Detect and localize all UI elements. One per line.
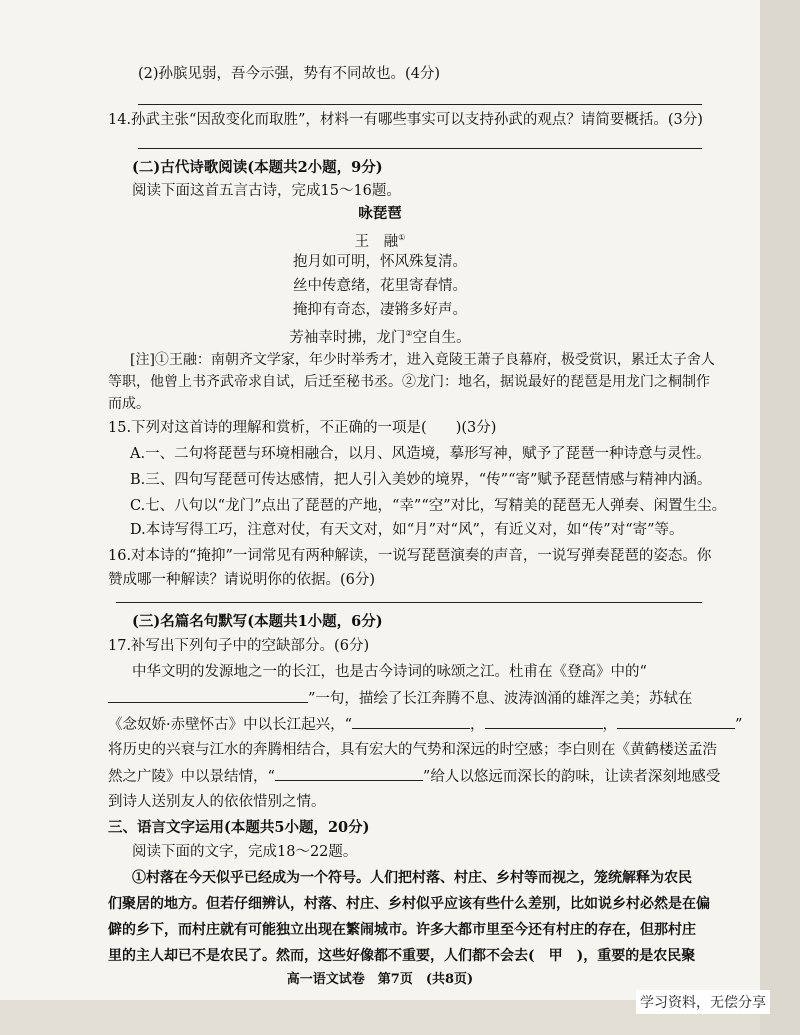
section-2-title: (二)古代诗歌阅读(本题共2小题，9分)	[132, 159, 383, 176]
poem-title: 咏琵琶	[358, 205, 402, 222]
watermark-text: 学习资料，无偿分享	[636, 990, 770, 1014]
page-edge	[760, 0, 800, 1035]
blank-1[interactable]	[108, 688, 308, 703]
blank-3[interactable]	[485, 714, 603, 729]
question-15: 15.下列对这首诗的理解和赏析，不正确的一项是( )(3分)	[108, 420, 497, 436]
option-a: A.一、二句将琵琶与环境相融合，以月、风造境，摹形写神，赋予了琵琶一种诗意与灵性。	[130, 446, 711, 462]
q17-line-2: ”一句，描绘了长江奔腾不息、波涛汹涌的雄浑之美；苏轼在	[108, 688, 692, 709]
option-c: C.七、八句以“龙门”点出了琵琶的产地，“幸”“空”对比，写精美的琵琶无人弹奏、闲置生尘。	[130, 498, 727, 514]
passage-line-2: 们聚居的地方。但若仔细辨认，村落、村庄、乡村似乎应该有些什么差别，比如说乡村必然是在偏	[108, 896, 710, 912]
blank-2[interactable]	[352, 714, 470, 729]
poem-line-3: 掩抑有奇态，凄锵多好声。	[293, 302, 467, 318]
part-3-intro: 阅读下面的文字，完成18～22题。	[132, 844, 358, 860]
q17-line-4: 将历史的兴衰与江水的奔腾相结合，具有宏大的气势和深远的时空感；李白则在《黄鹤楼送孟浩	[108, 742, 717, 758]
poem-line-1: 抱月如可明，怀风殊复清。	[293, 254, 467, 270]
poem-author: 王 融①	[354, 233, 406, 250]
section-2-intro: 阅读下面这首五言古诗，完成15～16题。	[132, 183, 401, 199]
part-3-title: 三、语言文字运用(本题共5小题，20分)	[108, 819, 370, 836]
answer-line-16	[116, 602, 702, 603]
q17-line-1: 中华文明的发源地之一的长江，也是古今诗词的咏颂之江。杜甫在《登高》中的“	[132, 664, 647, 680]
blank-4[interactable]	[617, 714, 735, 729]
answer-line-13-2	[138, 104, 702, 105]
q17-line-5: 然之广陵》中以景结情，“ ”给人以悠远而深长的韵味，让读者深刻地感受	[108, 766, 720, 787]
q17-line-6: 到诗人送别友人的依依惜别之情。	[108, 794, 326, 810]
poem-line-2: 丝中传意绪，花里寄春情。	[293, 278, 467, 294]
question-17: 17.补写出下列句子中的空缺部分。(6分)	[108, 638, 370, 654]
passage-line-3: 僻的乡下，而村庄就有可能独立出现在繁闹城市。许多大都市里至今还有村庄的存在，但那村庄	[108, 922, 696, 938]
poem-note-1: [注]①王融：南朝齐文学家，年少时举秀才，进入竟陵王萧子良幕府，极受赏识，累迁太子舍人	[130, 352, 715, 368]
option-b: B.三、四句写琵琶可传达感情，把人引入美妙的境界，“传”“寄”赋予琵琶情感与精神内涵。	[130, 472, 712, 488]
page-footer: 高一语文试卷 第7页 (共8页)	[286, 972, 474, 987]
option-d: D.本诗写得工巧，注意对仗，有天文对，如“月”对“风”，有近义对，如“传”对“寄”等。	[130, 522, 684, 538]
question-16-line-1: 16.对本诗的“掩抑”一词常见有两种解读，一说写琵琶演奏的声音，一说写弹奏琵琶的姿态。你	[108, 548, 712, 564]
q17-line-3: 《念奴娇·赤壁怀古》中以长江起兴，“ ， ， ”	[108, 714, 742, 735]
passage-line-4: 里的主人却已不是农民了。然而，这些好像都不重要，人们都不会去( 甲 )，重要的是农民聚	[108, 948, 696, 964]
question-13-2: (2)孙膑见弱，吾今示强，势有不同故也。(4分)	[138, 66, 441, 82]
poem-note-3: 而成。	[108, 396, 150, 412]
question-16-line-2: 赞成哪一种解读？请说明你的依据。(6分)	[108, 572, 376, 588]
blank-5[interactable]	[275, 766, 423, 781]
answer-line-14	[138, 148, 702, 149]
passage-line-1: ①村落在今天似乎已经成为一个符号。人们把村落、村庄、乡村等而视之，笼统解释为农民	[132, 870, 692, 886]
question-14: 14.孙武主张“因敌变化而取胜”，材料一有哪些事实可以支持孙武的观点？请简要概括。(3分)	[108, 112, 703, 128]
poem-note-2: 等职，他曾上书齐武帝求自试，后迁至秘书丞。②龙门：地名，据说最好的琵琶是用龙门之桐制作	[108, 374, 710, 390]
section-3-title: (三)名篇名句默写(本题共1小题，6分)	[132, 613, 383, 630]
poem-line-4: 芳袖幸时拂，龙门②空自生。	[289, 329, 471, 346]
